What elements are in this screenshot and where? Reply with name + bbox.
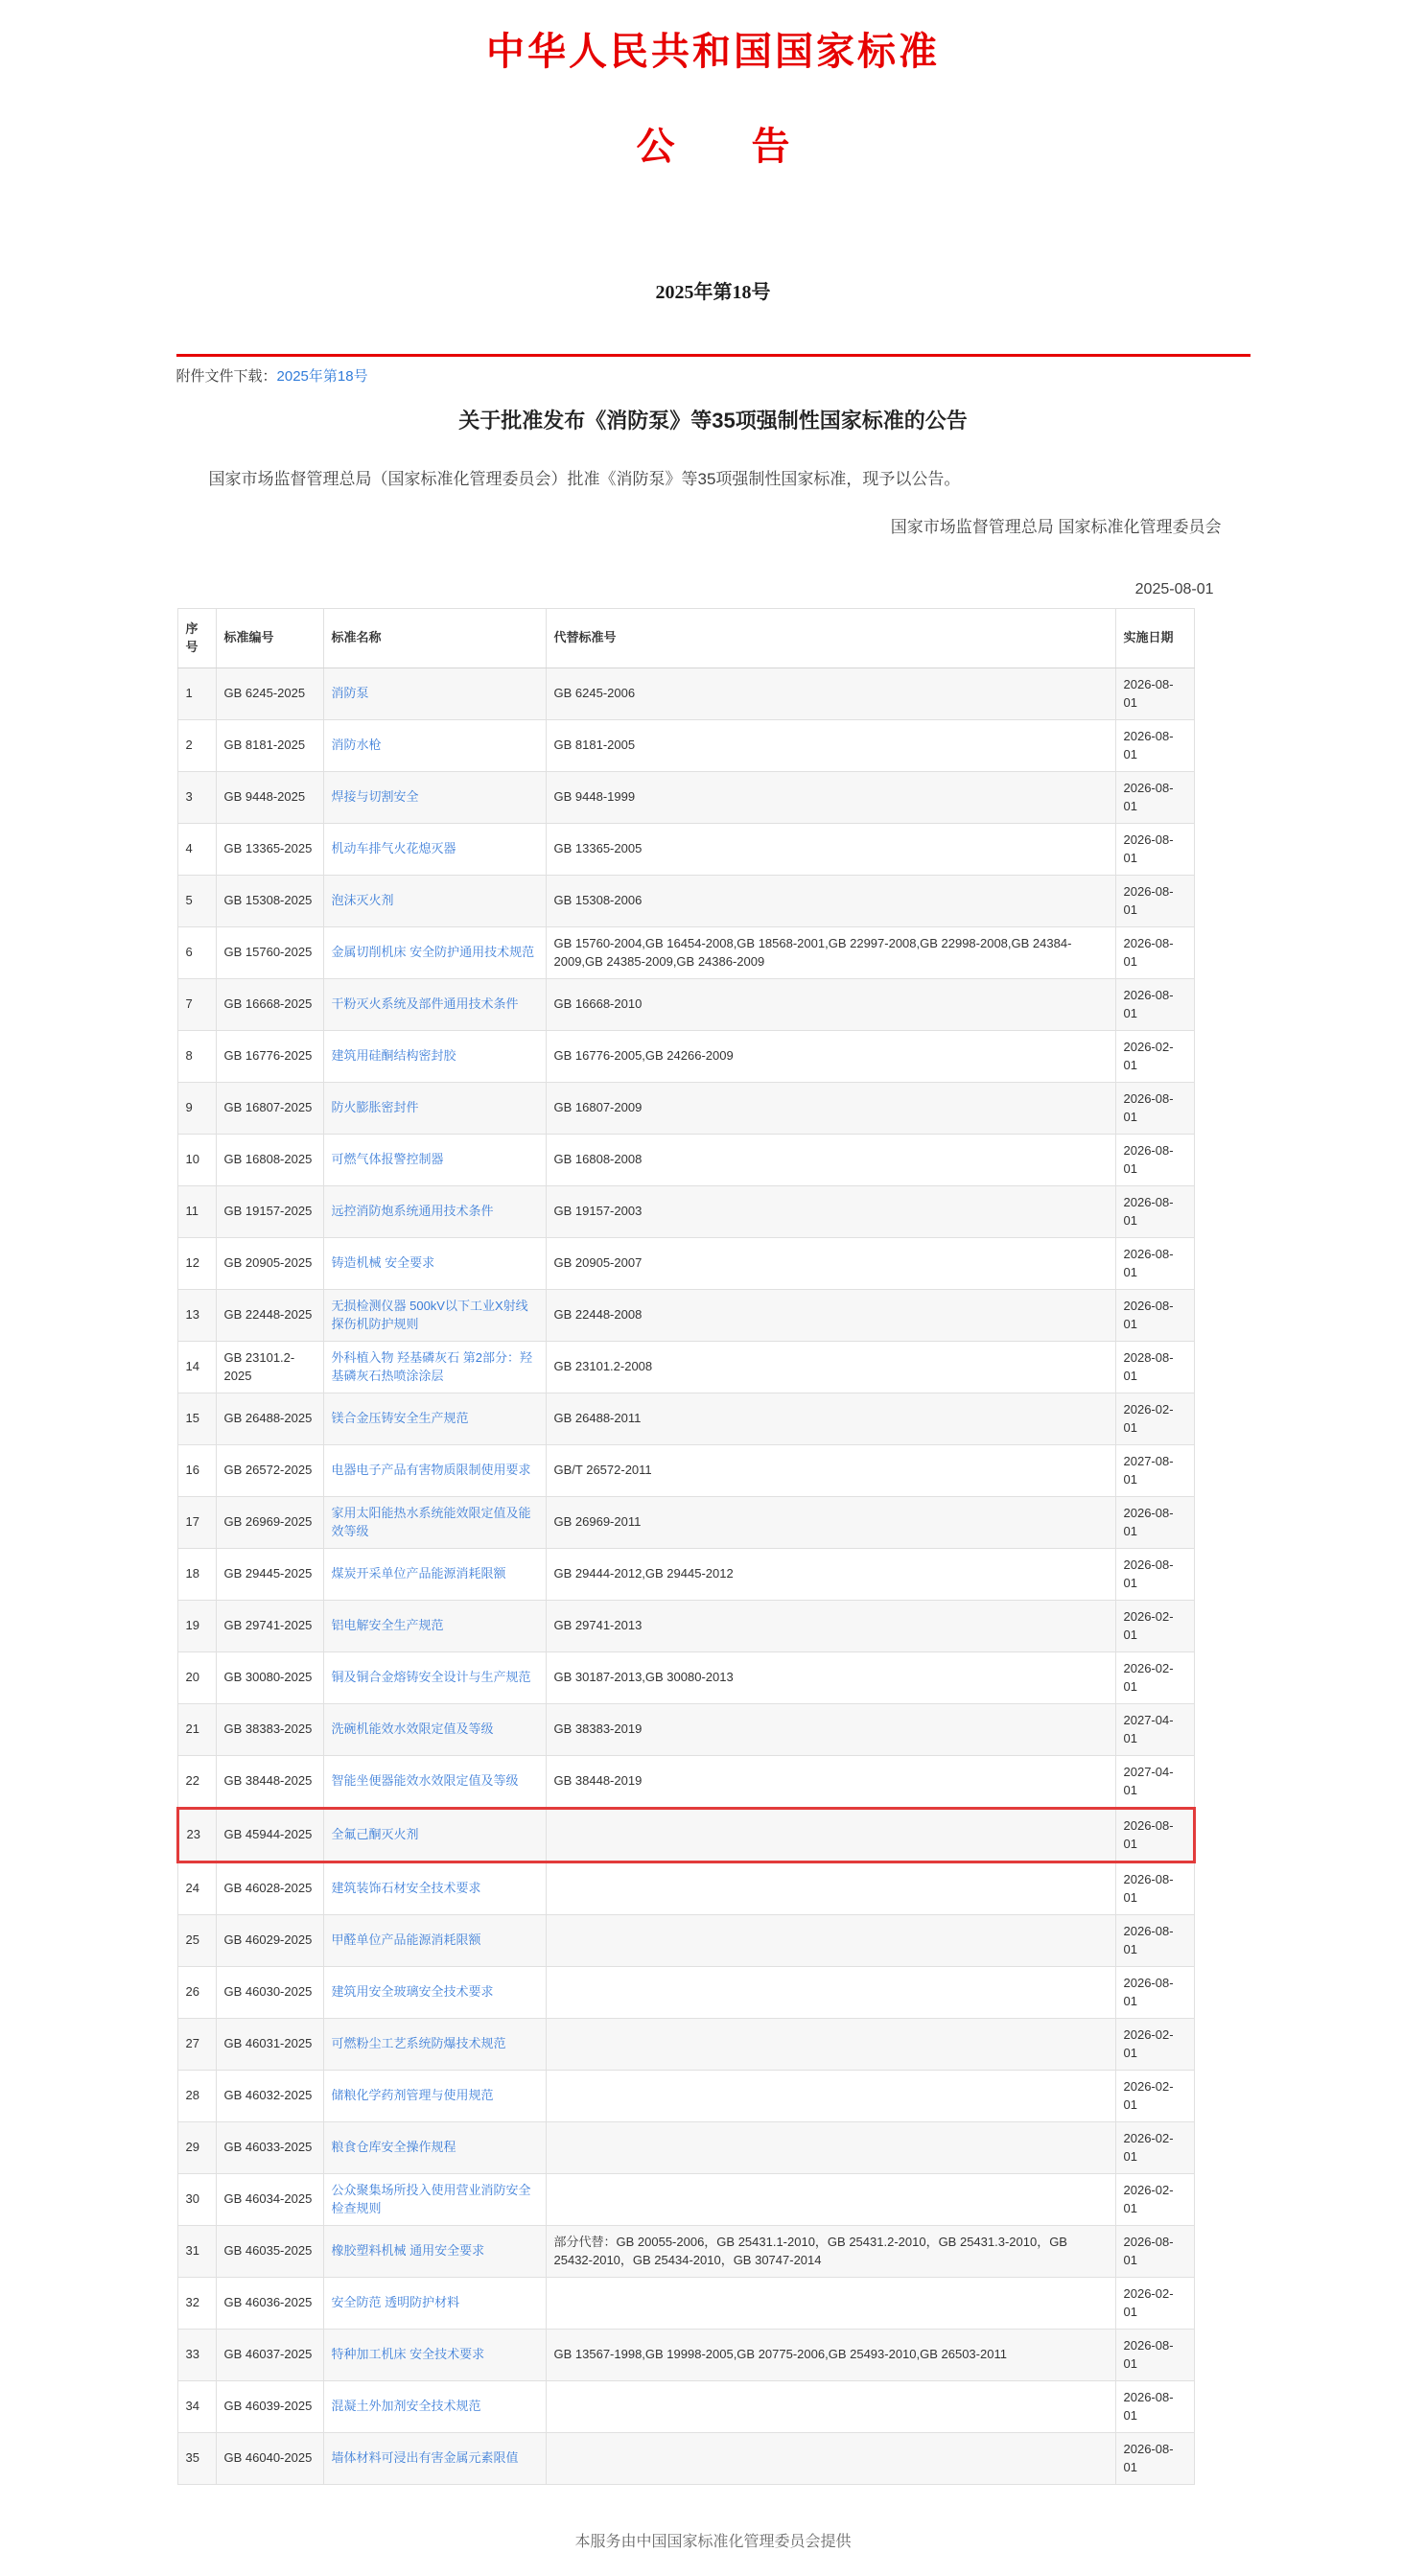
replaced-standards-cell: GB 13567-1998,GB 19998-2005,GB 20775-2006,GB 25493-2010,GB 26503-2011 [546,2329,1115,2380]
standard-code-cell: GB 15760-2025 [216,926,323,978]
table-row [177,1393,1194,1444]
implementation-date-cell: 2026-08-01 [1115,1914,1194,1966]
row-no-cell: 11 [177,1185,216,1237]
standard-code-cell: GB 46036-2025 [216,2277,323,2329]
replaced-standards-cell [546,2121,1115,2173]
column-header-name: 标准名称 [323,608,546,667]
table-row [177,1548,1194,1600]
issue-number: 2025年第18号 [655,282,771,303]
replaced-standards-cell: GB 15308-2006 [546,875,1115,926]
replaced-standards-cell [546,2018,1115,2070]
standard-name-cell [323,1341,546,1393]
standard-code-cell: GB 46039-2025 [216,2380,323,2432]
standard-name-link[interactable]: 可燃气体报警控制器 [331,1152,444,1167]
table-row [177,1496,1194,1548]
standard-name-cell [323,2329,546,2380]
implementation-date-cell: 2026-02-01 [1115,1393,1194,1444]
replaced-standards-cell: 部分代替：GB 20055-2006，GB 25431.1-2010，GB 25431.2-2010，GB 25431.3-2010，GB 25432-2010，GB 25434-2010，GB 30747-2014 [546,2225,1115,2277]
replaced-standards-cell: GB 16808-2008 [546,1134,1115,1185]
standard-name-cell [323,2173,546,2225]
standard-name-link[interactable]: 消防水枪 [331,738,382,753]
standard-name-link[interactable]: 镁合金压铸安全生产规范 [331,1411,469,1426]
standard-name-cell [323,2225,546,2277]
standard-name-link[interactable]: 金属切削机床 安全防护通用技术规范 [331,945,535,960]
standard-code-cell: GB 46028-2025 [216,1862,323,1914]
standard-code-cell: GB 20905-2025 [216,1237,323,1289]
replaced-standards-cell: GB 38448-2019 [546,1755,1115,1808]
standard-name-cell [323,2121,546,2173]
row-no-cell: 21 [177,1703,216,1755]
standard-code-cell: GB 46030-2025 [216,1966,323,2018]
column-header-replaced: 代替标准号 [546,608,1115,667]
standard-name-link[interactable]: 混凝土外加剂安全技术规范 [331,2399,481,2414]
standard-name-cell [323,1914,546,1966]
replaced-standards-cell: GB 22448-2008 [546,1289,1115,1341]
standard-name-cell [323,1808,546,1862]
implementation-date-cell: 2026-08-01 [1115,1237,1194,1289]
standard-name-cell [323,771,546,823]
column-header-code: 标准编号 [216,608,323,667]
page-title: 中华人民共和国国家标准 [486,30,940,73]
standard-name-cell [323,2277,546,2329]
implementation-date-cell: 2026-08-01 [1115,1082,1194,1134]
implementation-date-cell: 2026-02-01 [1115,2121,1194,2173]
standard-code-cell: GB 46040-2025 [216,2432,323,2484]
standard-name-link[interactable]: 甲醛单位产品能源消耗限额 [331,1932,481,1948]
standard-code-cell: GB 16776-2025 [216,1030,323,1082]
row-no-cell: 15 [177,1393,216,1444]
implementation-date-cell: 2026-02-01 [1115,2018,1194,2070]
row-no-cell: 7 [177,978,216,1030]
implementation-date-cell: 2026-08-01 [1115,978,1194,1030]
replaced-standards-cell: GB 15760-2004,GB 16454-2008,GB 18568-2001,GB 22997-2008,GB 22998-2008,GB 24384-2009,GB 24385-2009,GB 24386-2009 [546,926,1115,978]
table-row [177,2329,1194,2380]
table-row [177,1862,1194,1914]
row-no-cell: 31 [177,2225,216,2277]
standard-code-cell: GB 16668-2025 [216,978,323,1030]
standard-name-link[interactable]: 橡胶塑料机械 通用安全要求 [331,2243,485,2259]
standard-code-cell: GB 29741-2025 [216,1600,323,1651]
row-no-cell: 14 [177,1341,216,1393]
implementation-date-cell: 2026-08-01 [1115,1548,1194,1600]
table-row [177,1651,1194,1703]
replaced-standards-cell: GB 13365-2005 [546,823,1115,875]
standards-table [176,608,1196,2485]
standard-name-cell [323,1600,546,1651]
standard-name-link[interactable]: 家用太阳能热水系统能效限定值及能效等级 [331,1505,531,1538]
table-row [177,2432,1194,2484]
announcement-date: 2025-08-01 [1134,580,1214,597]
replaced-standards-cell [546,1808,1115,1862]
replaced-standards-cell: GB 16776-2005,GB 24266-2009 [546,1030,1115,1082]
standard-name-cell [323,1444,546,1496]
row-no-cell: 25 [177,1914,216,1966]
standard-code-cell: GB 29445-2025 [216,1548,323,1600]
implementation-date-cell: 2026-08-01 [1115,1134,1194,1185]
standard-code-cell: GB 8181-2025 [216,719,323,771]
row-no-cell: 26 [177,1966,216,2018]
standard-code-cell: GB 46034-2025 [216,2173,323,2225]
implementation-date-cell: 2027-04-01 [1115,1755,1194,1808]
replaced-standards-cell: GB 26969-2011 [546,1496,1115,1548]
replaced-standards-cell: GB 16807-2009 [546,1082,1115,1134]
replaced-standards-cell [546,2277,1115,2329]
standard-name-link[interactable]: 安全防范 透明防护材料 [331,2295,460,2310]
standard-code-cell: GB 15308-2025 [216,875,323,926]
standard-name-link[interactable]: 洗碗机能效水效限定值及等级 [331,1721,494,1737]
standard-name-link[interactable]: 全氟己酮灭火剂 [331,1827,419,1842]
standard-code-cell: GB 22448-2025 [216,1289,323,1341]
row-no-cell: 10 [177,1134,216,1185]
standard-name-link[interactable]: 建筑用安全玻璃安全技术要求 [331,1984,494,2000]
standard-name-cell [323,2380,546,2432]
standard-code-cell: GB 45944-2025 [216,1808,323,1862]
standard-name-cell [323,719,546,771]
row-no-cell: 12 [177,1237,216,1289]
row-no-cell: 8 [177,1030,216,1082]
table-row [177,1134,1194,1185]
replaced-standards-cell [546,2070,1115,2121]
table-row [177,771,1194,823]
implementation-date-cell: 2026-08-01 [1115,1862,1194,1914]
standard-name-cell [323,1966,546,2018]
implementation-date-cell: 2026-02-01 [1115,1030,1194,1082]
standard-name-link[interactable]: 消防泵 [331,686,369,701]
standard-code-cell: GB 26969-2025 [216,1496,323,1548]
table-row [177,719,1194,771]
standard-code-cell: GB 38448-2025 [216,1755,323,1808]
implementation-date-cell: 2026-08-01 [1115,1185,1194,1237]
issuing-authority: 国家市场监督管理总局 国家标准化管理委员会 [890,517,1222,536]
column-header-index: 序号 [177,608,216,667]
row-no-cell: 9 [177,1082,216,1134]
standard-name-cell [323,1185,546,1237]
row-no-cell: 34 [177,2380,216,2432]
implementation-date-cell: 2026-02-01 [1115,1651,1194,1703]
standard-code-cell: GB 19157-2025 [216,1185,323,1237]
row-no-cell: 28 [177,2070,216,2121]
standard-name-cell [323,1496,546,1548]
standard-name-cell [323,1862,546,1914]
standard-name-link[interactable]: 建筑装饰石材安全技术要求 [331,1881,481,1896]
standard-name-link[interactable]: 墙体材料可浸出有害金属元素限值 [331,2450,519,2466]
table-row [177,823,1194,875]
standard-name-link[interactable]: 电器电子产品有害物质限制使用要求 [331,1463,531,1478]
standard-name-link[interactable]: 焊接与切割安全 [331,789,419,805]
table-row [177,1237,1194,1289]
table-row [177,1185,1194,1237]
implementation-date-cell: 2026-08-01 [1115,719,1194,771]
replaced-standards-cell [546,2173,1115,2225]
standard-name-link[interactable]: 防火膨胀密封件 [331,1100,419,1115]
table-row [177,2070,1194,2121]
standard-name-cell [323,1030,546,1082]
row-no-cell: 3 [177,771,216,823]
implementation-date-cell: 2026-08-01 [1115,667,1194,719]
standard-name-cell [323,667,546,719]
implementation-date-cell: 2026-02-01 [1115,2277,1194,2329]
standard-name-link[interactable]: 智能坐便器能效水效限定值及等级 [331,1773,519,1789]
standard-name-link[interactable]: 煤炭开采单位产品能源消耗限额 [331,1566,506,1581]
replaced-standards-cell: GB 29741-2013 [546,1600,1115,1651]
standard-name-cell [323,1134,546,1185]
table-row [177,1600,1194,1651]
table-row [177,1703,1194,1755]
standard-name-cell [323,1703,546,1755]
row-no-cell: 1 [177,667,216,719]
standard-name-link[interactable]: 远控消防炮系统通用技术条件 [331,1204,494,1219]
table-row [177,1966,1194,2018]
standard-code-cell: GB 46033-2025 [216,2121,323,2173]
implementation-date-cell: 2026-08-01 [1115,1808,1194,1862]
standard-name-link[interactable]: 铜及铜合金熔铸安全设计与生产规范 [331,1670,531,1685]
row-no-cell: 18 [177,1548,216,1600]
standard-name-cell [323,1548,546,1600]
standard-name-link[interactable]: 干粉灭火系统及部件通用技术条件 [331,996,519,1012]
standard-name-cell [323,1393,546,1444]
standard-name-link[interactable]: 特种加工机床 安全技术要求 [331,2347,485,2362]
footer-service-note: 本服务由中国国家标准化管理委员会提供 [574,2533,852,2550]
table-row [177,2380,1194,2432]
table-row [177,1082,1194,1134]
standard-code-cell: GB 46037-2025 [216,2329,323,2380]
table-row [177,667,1194,719]
row-no-cell: 24 [177,1862,216,1914]
table-row [177,2018,1194,2070]
standard-name-cell [323,1237,546,1289]
row-no-cell: 27 [177,2018,216,2070]
implementation-date-cell: 2026-08-01 [1115,2380,1194,2432]
replaced-standards-cell: GB 19157-2003 [546,1185,1115,1237]
row-no-cell: 35 [177,2432,216,2484]
standard-code-cell: GB 46031-2025 [216,2018,323,2070]
row-no-cell: 20 [177,1651,216,1703]
implementation-date-cell: 2026-08-01 [1115,823,1194,875]
implementation-date-cell: 2026-02-01 [1115,2173,1194,2225]
implementation-date-cell: 2026-08-01 [1115,2432,1194,2484]
replaced-standards-cell: GB 6245-2006 [546,667,1115,719]
standard-name-cell [323,1082,546,1134]
table-row [177,1289,1194,1341]
standard-name-cell [323,978,546,1030]
replaced-standards-cell: GB 8181-2005 [546,719,1115,771]
implementation-date-cell: 2026-02-01 [1115,2070,1194,2121]
replaced-standards-cell: GB 38383-2019 [546,1703,1115,1755]
standard-name-cell [323,875,546,926]
standard-name-cell [323,1651,546,1703]
standard-name-link[interactable]: 机动车排气火花熄灭器 [331,841,456,856]
standard-name-link[interactable]: 铸造机械 安全要求 [331,1255,435,1271]
replaced-standards-cell: GB 23101.2-2008 [546,1341,1115,1393]
standard-name-cell [323,1289,546,1341]
replaced-standards-cell [546,2432,1115,2484]
row-no-cell: 2 [177,719,216,771]
implementation-date-cell: 2026-02-01 [1115,1600,1194,1651]
standard-code-cell: GB 9448-2025 [216,771,323,823]
row-no-cell: 29 [177,2121,216,2173]
table-row [177,1914,1194,1966]
implementation-date-cell: 2028-08-01 [1115,1341,1194,1393]
standard-name-cell [323,1755,546,1808]
standards-table-header [177,608,1194,667]
table-row [177,1808,1194,1862]
standard-name-link[interactable]: 可燃粉尘工艺系统防爆技术规范 [331,2036,506,2051]
standard-name-cell [323,2070,546,2121]
table-row [177,1030,1194,1082]
implementation-date-cell: 2026-08-01 [1115,926,1194,978]
replaced-standards-cell: GB/T 26572-2011 [546,1444,1115,1496]
standard-name-link[interactable]: 铝电解安全生产规范 [331,1618,444,1633]
announcement-title: 关于批准发布《消防泵》等35项强制性国家标准的公告 [458,409,968,433]
implementation-date-cell: 2026-08-01 [1115,875,1194,926]
implementation-date-cell: 2026-08-01 [1115,2329,1194,2380]
implementation-date-cell: 2026-08-01 [1115,771,1194,823]
standard-name-cell [323,2432,546,2484]
standard-code-cell: GB 46035-2025 [216,2225,323,2277]
row-no-cell: 6 [177,926,216,978]
replaced-standards-cell [546,2380,1115,2432]
replaced-standards-cell [546,1966,1115,2018]
standard-code-cell: GB 16808-2025 [216,1134,323,1185]
replaced-standards-cell: GB 30187-2013,GB 30080-2013 [546,1651,1115,1703]
row-no-cell: 33 [177,2329,216,2380]
row-no-cell: 13 [177,1289,216,1341]
standard-code-cell: GB 6245-2025 [216,667,323,719]
standard-code-cell: GB 46029-2025 [216,1914,323,1966]
attachment-label: 附件文件下载： [175,368,277,385]
notice-title: 公 告 [636,125,790,168]
row-no-cell: 32 [177,2277,216,2329]
implementation-date-cell: 2026-08-01 [1115,1496,1194,1548]
standard-name-link[interactable]: 外科植入物 羟基磷灰石 第2部分：羟基磷灰石热喷涂涂层 [331,1349,532,1383]
table-row [177,2121,1194,2173]
replaced-standards-cell: GB 20905-2007 [546,1237,1115,1289]
standard-name-link[interactable]: 储粮化学药剂管理与使用规范 [331,2088,494,2103]
standard-code-cell: GB 23101.2-2025 [216,1341,323,1393]
row-no-cell: 4 [177,823,216,875]
row-no-cell: 19 [177,1600,216,1651]
table-row [177,1755,1194,1808]
replaced-standards-cell [546,1862,1115,1914]
standard-name-link[interactable]: 建筑用硅酮结构密封胶 [331,1048,456,1064]
standard-name-cell [323,823,546,875]
attachment-download-link[interactable]: 2025年第18号 [276,368,368,385]
column-header-date: 实施日期 [1115,608,1194,667]
standard-code-cell: GB 26572-2025 [216,1444,323,1496]
row-no-cell: 16 [177,1444,216,1496]
implementation-date-cell: 2026-08-01 [1115,1966,1194,2018]
table-row [177,2277,1194,2329]
standard-name-link[interactable]: 无损检测仪器 500kV以下工业X射线探伤机防护规则 [331,1298,528,1331]
replaced-standards-cell [546,1914,1115,1966]
standard-name-cell [323,926,546,978]
implementation-date-cell: 2026-08-01 [1115,2225,1194,2277]
row-no-cell: 5 [177,875,216,926]
replaced-standards-cell: GB 16668-2010 [546,978,1115,1030]
standard-name-cell [323,2018,546,2070]
replaced-standards-cell: GB 9448-1999 [546,771,1115,823]
standard-name-link[interactable]: 粮食仓库安全操作规程 [331,2140,456,2155]
standard-code-cell: GB 46032-2025 [216,2070,323,2121]
implementation-date-cell: 2027-04-01 [1115,1703,1194,1755]
standard-name-link[interactable]: 泡沫灭火剂 [331,893,394,908]
standard-code-cell: GB 26488-2025 [216,1393,323,1444]
replaced-standards-cell: GB 29444-2012,GB 29445-2012 [546,1548,1115,1600]
row-no-cell: 17 [177,1496,216,1548]
standards-table-body [177,667,1194,2484]
replaced-standards-cell: GB 26488-2011 [546,1393,1115,1444]
standard-code-cell: GB 13365-2025 [216,823,323,875]
implementation-date-cell: 2026-08-01 [1115,1289,1194,1341]
page-container [176,21,1251,2576]
table-row [177,2225,1194,2277]
row-no-cell: 22 [177,1755,216,1808]
announcement-body: 国家市场监督管理总局（国家标准化管理委员会）批准《消防泵》等35项强制性国家标准，现予以公告。 [208,470,961,488]
table-row [177,875,1194,926]
table-row [177,1341,1194,1393]
table-row [177,2173,1194,2225]
attachment-row [176,357,1251,391]
standard-code-cell: GB 30080-2025 [216,1651,323,1703]
row-no-cell: 23 [177,1808,216,1862]
table-row [177,926,1194,978]
row-no-cell: 30 [177,2173,216,2225]
standard-code-cell: GB 16807-2025 [216,1082,323,1134]
implementation-date-cell: 2027-08-01 [1115,1444,1194,1496]
table-row [177,978,1194,1030]
standard-name-link[interactable]: 公众聚集场所投入使用营业消防安全检查规则 [331,2182,531,2215]
table-row [177,1444,1194,1496]
standard-code-cell: GB 38383-2025 [216,1703,323,1755]
